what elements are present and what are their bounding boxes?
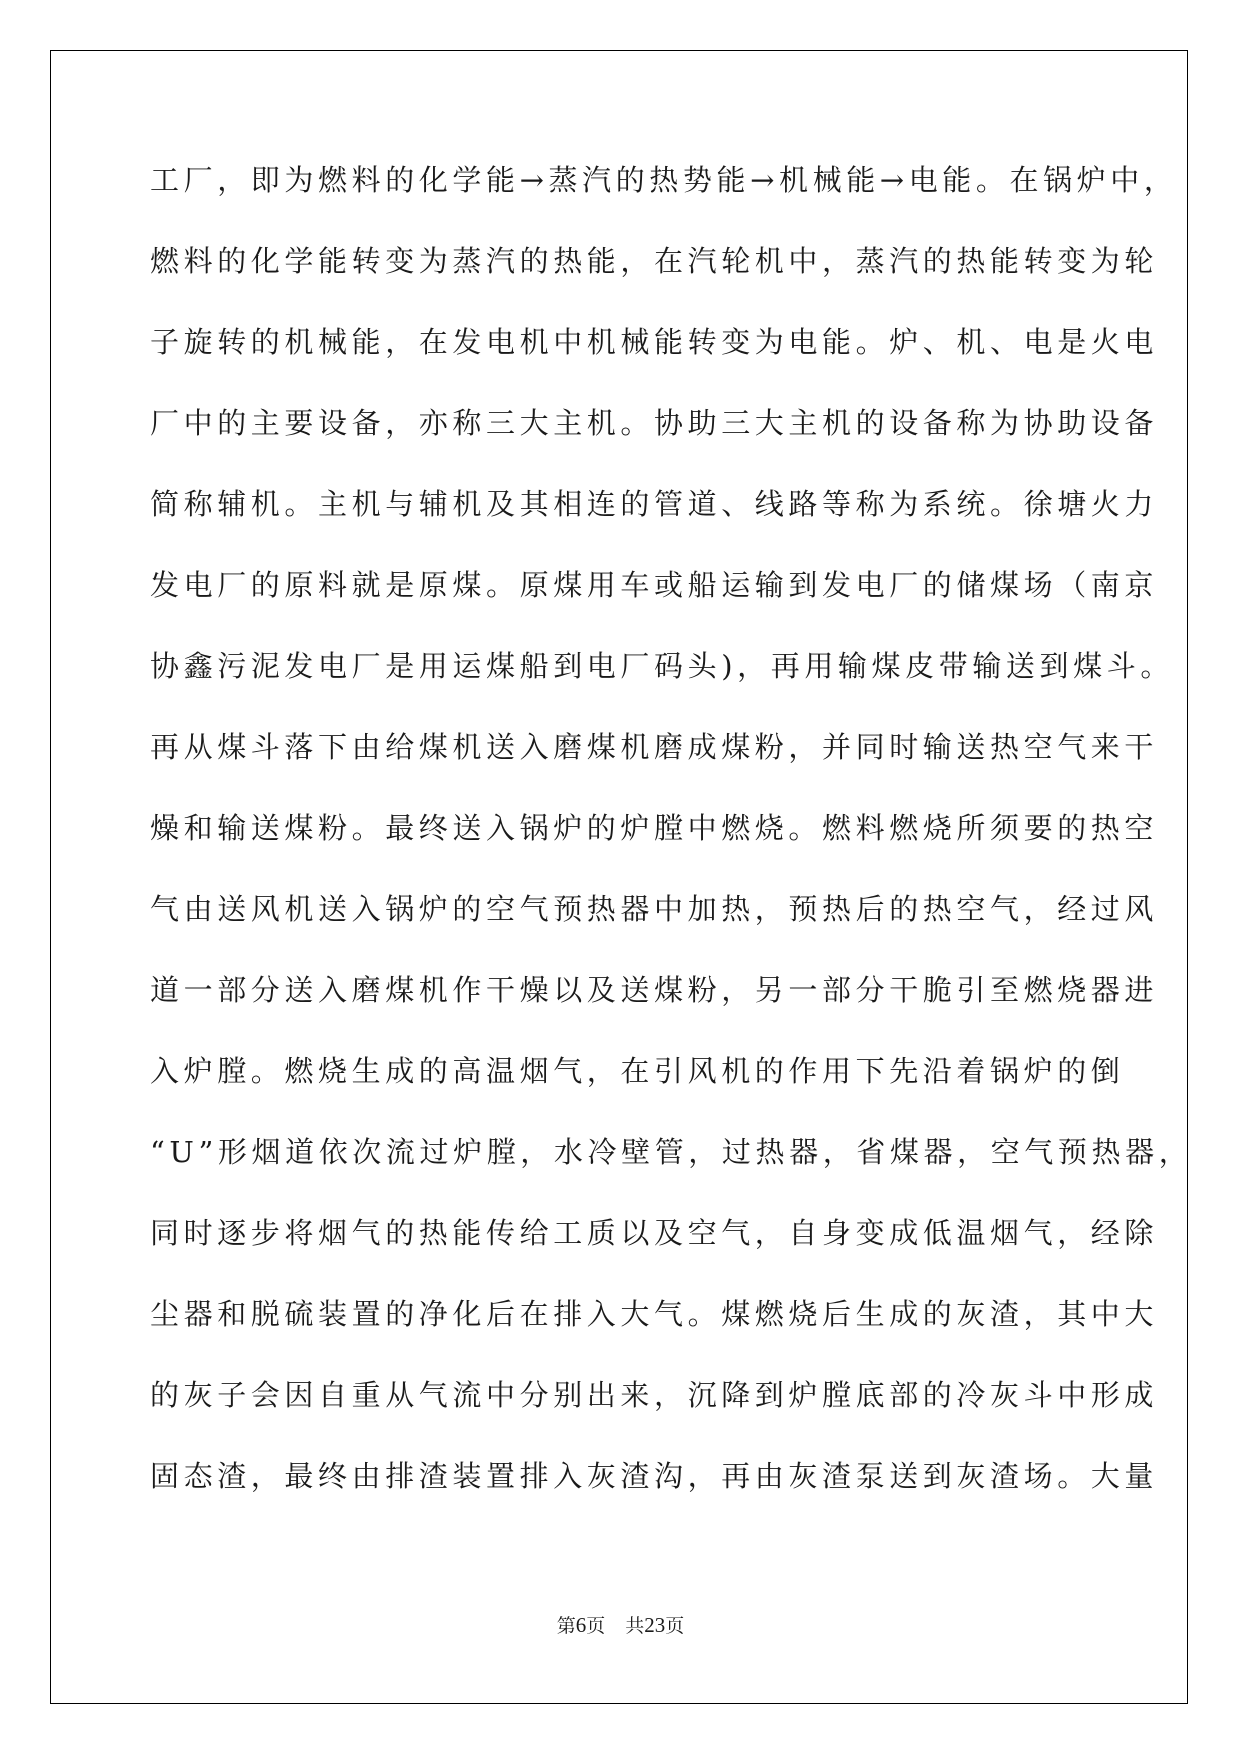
page-prefix: 第 (556, 1615, 576, 1637)
text-line-14: 同时逐步将烟气的热能传给工质以及空气，自身变成低温烟气，经除 (150, 1216, 1159, 1250)
text-line-6: 发电厂的原料就是原煤。原煤用车或船运输到发电厂的储煤场（南京 (150, 568, 1159, 602)
text-line-15: 尘器和脱硫装置的净化后在排入大气。煤燃烧后生成的灰渣，其中大 (150, 1297, 1159, 1331)
text-line-5: 简称辅机。主机与辅机及其相连的管道、线路等称为系统。徐塘火力 (150, 487, 1159, 521)
text-line-17: 固态渣，最终由排渣装置排入灰渣沟，再由灰渣泵送到灰渣场。大量 (150, 1459, 1159, 1493)
text-line-7: 协鑫污泥发电厂是用运煤船到电厂码头)，再用输煤皮带输送到煤斗。 (150, 649, 1174, 683)
text-line-8: 再从煤斗落下由给煤机送入磨煤机磨成煤粉，并同时输送热空气来干 (150, 730, 1159, 764)
page-number: 6 (575, 1613, 587, 1637)
page-footer (0, 1611, 1241, 1638)
text-line-11: 道一部分送入磨煤机作干燥以及送煤粉，另一部分干脆引至燃烧器进 (150, 973, 1159, 1007)
page-suffix: 页 (586, 1615, 606, 1637)
text-line-1: 工厂，即为燃料的化学能→蒸汽的热势能→机械能→电能。在锅炉中， (150, 163, 1178, 197)
total-suffix: 页 (665, 1615, 685, 1637)
text-line-4: 厂中的主要设备，亦称三大主机。协助三大主机的设备称为协助设备 (150, 406, 1159, 440)
document-body (150, 140, 1193, 1517)
text-line-13: “U”形烟道依次流过炉膛，水冷壁管，过热器，省煤器，空气预热器， (150, 1135, 1193, 1169)
text-line-10: 气由送风机送入锅炉的空气预热器中加热，预热后的热空气，经过风 (150, 892, 1159, 926)
text-line-16: 的灰子会因自重从气流中分别出来，沉降到炉膛底部的冷灰斗中形成 (150, 1378, 1159, 1412)
text-line-12: 入炉膛。燃烧生成的高温烟气，在引风机的作用下先沿着锅炉的倒 (150, 1054, 1125, 1088)
total-prefix: 共 (625, 1615, 645, 1637)
text-line-9: 燥和输送煤粉。最终送入锅炉的炉膛中燃烧。燃料燃烧所须要的热空 (150, 811, 1159, 845)
text-line-3: 子旋转的机械能，在发电机中机械能转变为电能。炉、机、电是火电 (150, 325, 1159, 359)
total-pages: 23 (644, 1613, 666, 1637)
text-line-2: 燃料的化学能转变为蒸汽的热能，在汽轮机中，蒸汽的热能转变为轮 (150, 244, 1159, 278)
